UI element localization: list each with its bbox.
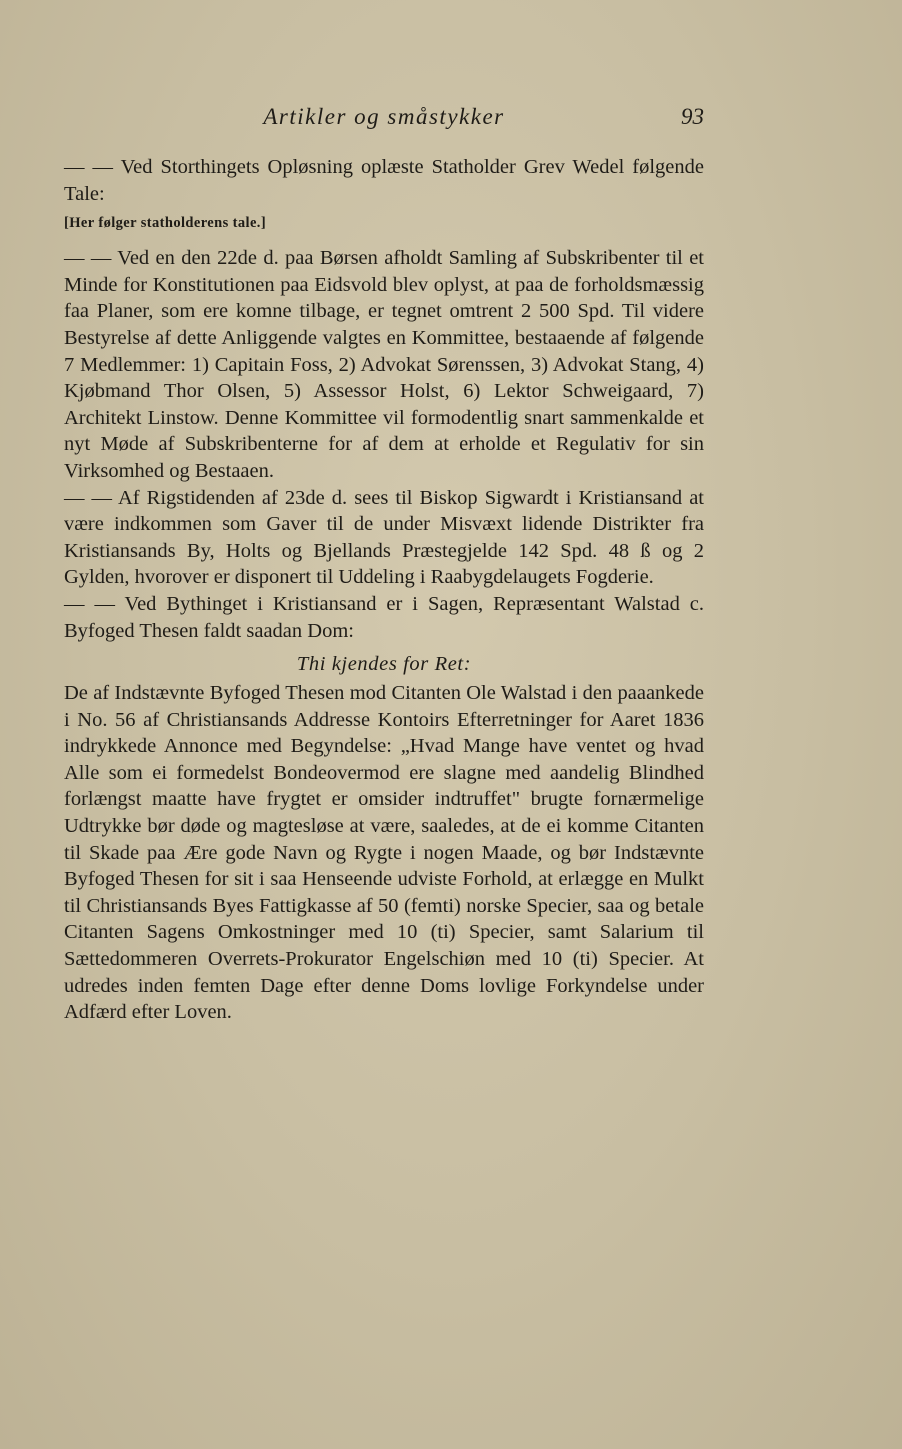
body-text [64, 154, 704, 1026]
paragraph-bythinget: — — Ved Bythinget i Kristiansand er i Sagen, Repræsentant Walstad c. Byfoged Thesen faldt saadan Dom: [64, 592, 704, 642]
running-title: Artikler og småstykker [263, 104, 505, 129]
paragraph-rigstidenden: — — Af Rigstidenden af 23de d. sees til Biskop Sigwardt i Kristiansand at være indkommen som Gaver til de under Misvæxt lidende Distrikter fra Kristiansands By, Holts og Bjellands Præstegjelde 142 Spd. 48 ß og 2 Gylden, hvorover er disponert til Uddeling i Raabygdelaugets Fogderie. [64, 486, 704, 589]
editorial-note: [Her følger statholderens tale.] [64, 215, 267, 232]
paragraph-storthing: — — Ved Storthingets Opløsning oplæste Statholder Grev Wedel følgende Tale: [64, 156, 704, 205]
paragraph-verdict: De af Indstævnte Byfoged Thesen mod Citanten Ole Walstad i den paaankede i No. 56 af Christiansands Addresse Kontoirs Efterretninger for Aaret 1836 indrykkede Annonce med Begyndelse: „Hvad Mange have ventet og hvad Alle som ei formedelst Bondeovermod ere slagne med aandelig Blindhed forlængst maatte have frygtet er omsider indtruffet" brugte fornærmelige Udtrykke bør døde og magtesløse at være, saaledes, at de ei komme Citanten til Skade paa Ære gode Navn og Rygte i nogen Maade, og bør Indstævnte Byfoged Thesen for sit i saa Henseende udviste Forhold, at erlægge en Mulkt til Christiansands Byes Fattigkasse af 50 (femti) norske Specier, saa og betale Citanten Sagens Omkostninger med 10 (ti) Specier, samt Salarium til Sættedommeren Overrets-Prokurator Engelschiøn med 10 (ti) Specier. At udredes inden femten Dage efter denne Doms lovlige Forkyndelse under Adfærd efter Loven. [64, 682, 704, 1024]
running-head [64, 104, 704, 138]
paragraph-borsen: — — Ved en den 22de d. paa Børsen afholdt Samling af Subskribenter til et Minde for Konstitutionen paa Eidsvold blev oplyst, at paa de forholdsmæssig faa Planer, som ere komne tilbage, er tegnet omtrent 2 500 Spd. Til videre Bestyrelse af dette Anliggende valgtes en Kommittee, bestaaende af følgende 7 Medlemmer: 1) Capitain Foss, 2) Advokat Sørenssen, 3) Advokat Stang, 4) Kjøbmand Thor Olsen, 5) Assessor Holst, 6) Lektor Schweigaard, 7) Architekt Linstow. Denne Kommittee vil formodentlig snart sammenkalde et nyt Møde af Subskribenterne for af dem at erholde et Regulativ for sin Virksomhed og Bestaaen. [64, 247, 704, 482]
book-page [64, 104, 704, 1026]
page-number: 93 [681, 104, 704, 129]
verdict-heading: Thi kjendes for Ret: [296, 653, 472, 676]
